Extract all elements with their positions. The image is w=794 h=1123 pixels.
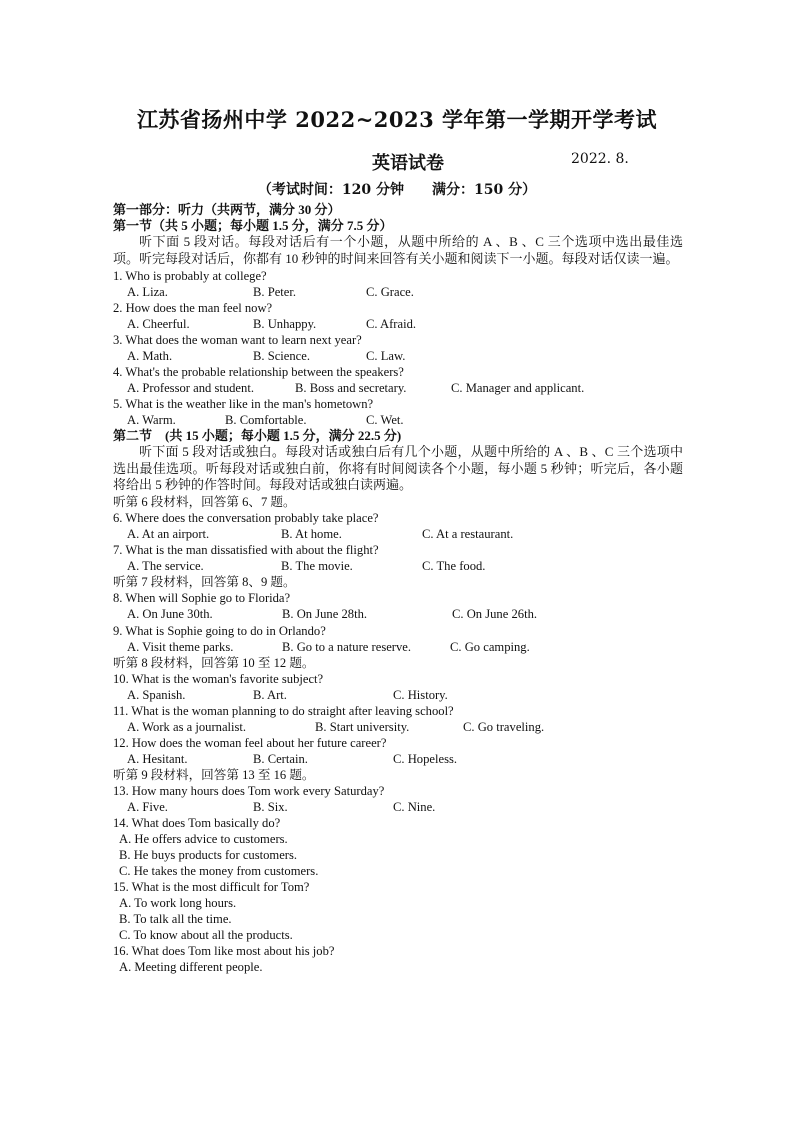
option: A. On June 30th. (127, 607, 213, 622)
option: C. At a restaurant. (422, 527, 514, 542)
question-14: 14. What does Tom basically do? (113, 816, 281, 831)
exam-content (113, 202, 683, 976)
question-6: 6. Where does the conversation probably take place? (113, 511, 379, 526)
option: A. Professor and student. (127, 380, 254, 395)
question-11: 11. What is the woman planning to do straight after leaving school? (113, 703, 454, 718)
option: C. Law. (366, 348, 406, 363)
question-12-options (113, 751, 683, 767)
question-2: 2. How does the man feel now? (113, 300, 273, 315)
option: B. Go to a nature reserve. (282, 639, 412, 654)
question-1-options (113, 284, 683, 300)
material-note-9: 听第 9 段材料，回答第 13 至 16 题。 (113, 767, 315, 782)
exam-date: 2022. 8. (571, 151, 629, 167)
option: B. Start university. (315, 719, 410, 734)
option: B. He buys products for customers. (119, 848, 298, 863)
question-3: 3. What does the woman want to learn next year? (113, 332, 362, 347)
question-4-options (113, 380, 683, 396)
question-4: 4. What's the probable relationship between the speakers? (113, 364, 404, 379)
option: C. He takes the money from customers. (119, 864, 319, 879)
option: A. Hesitant. (127, 751, 188, 766)
question-15: 15. What is the most difficult for Tom? (113, 880, 310, 895)
question-6-options (113, 526, 683, 542)
option: C. Go camping. (450, 639, 530, 654)
option: A. At an airport. (127, 527, 210, 542)
question-10-options (113, 687, 683, 703)
option: B. At home. (281, 527, 342, 542)
question-8-options (113, 606, 683, 622)
option: A. Work as a journalist. (127, 719, 247, 734)
option: A. Meeting different people. (119, 960, 263, 975)
question-11-options (113, 719, 683, 735)
section2-instructions: 听下面 5 段对话或独白。每段对话或独白后有几个小题，从题中所给的 A 、B 、C 三个选项中选出最佳选项。听每段对话或独白前，你将有时间阅读各个小题，每小题 5 秒钟；听完后，各小题将给出 5 秒钟的作答时间。每段对话或独白读两遍。 (113, 444, 683, 493)
option: A. Five. (127, 800, 168, 815)
question-9: 9. What is Sophie going to do in Orlando? (113, 623, 326, 638)
question-9-options (113, 639, 683, 655)
option: A. The service. (127, 559, 204, 574)
question-13-options (113, 799, 683, 815)
question-1: 1. Who is probably at college? (113, 268, 267, 283)
option: C. History. (393, 687, 448, 702)
option: B. Science. (253, 348, 311, 363)
question-5-options (113, 412, 683, 428)
option: B. Certain. (253, 751, 308, 766)
option: A. Visit theme parks. (127, 639, 234, 654)
exam-title: 江苏省扬州中学 2022~2023 学年第一学期开学考试 (136, 107, 658, 132)
question-10: 10. What is the woman's favorite subject? (113, 671, 324, 686)
question-16: 16. What does Tom like most about his job? (113, 944, 335, 959)
option: C. The food. (422, 559, 486, 574)
option: A. Cheerful. (127, 316, 190, 331)
material-note-8: 听第 8 段材料，回答第 10 至 12 题。 (113, 655, 315, 670)
option: A. He offers advice to customers. (119, 832, 288, 847)
material-note-7: 听第 7 段材料，回答第 8、9 题。 (113, 575, 296, 590)
option: C. Go traveling. (463, 719, 545, 734)
option: C. Wet. (366, 412, 404, 427)
option: C. Grace. (366, 284, 414, 299)
option: B. The movie. (281, 559, 353, 574)
section1-heading: 第一节（共 5 小题；每小题 1.5 分，满分 7.5 分） (113, 218, 393, 234)
exam-subtitle: 英语试卷 (372, 153, 444, 174)
option: B. Unhappy. (253, 316, 317, 331)
option: C. Nine. (393, 800, 436, 815)
question-7: 7. What is the man dissatisfied with about the flight? (113, 543, 379, 558)
option: B. Six. (253, 800, 288, 815)
option: B. Art. (253, 687, 287, 702)
question-8: 8. When will Sophie go to Florida? (113, 591, 291, 606)
option: C. To know about all the products. (119, 928, 293, 943)
option: B. On June 28th. (282, 607, 368, 622)
section1-instructions: 听下面 5 段对话。每段对话后有一个小题，从题中所给的 A 、B 、C 三个选项中选出最佳选项。听完每段对话后，你都有 10 秒钟的时间来回答有关小题和阅读下一小题。每段对话仅读一遍。 (113, 234, 683, 266)
question-12: 12. How does the woman feel about her future career? (113, 735, 387, 750)
option: A. Liza. (127, 284, 168, 299)
option: C. Manager and applicant. (451, 380, 585, 395)
part1-heading: 第一部分：听力（共两节，满分 30 分） (113, 202, 341, 217)
option: A. Math. (127, 348, 173, 363)
question-7-options (113, 558, 683, 574)
option: A. Warm. (127, 412, 176, 427)
question-13: 13. How many hours does Tom work every Saturday? (113, 783, 385, 798)
question-5: 5. What is the weather like in the man's hometown? (113, 396, 374, 411)
option: A. Spanish. (127, 687, 186, 702)
option: A. To work long hours. (119, 896, 237, 911)
option: C. Afraid. (366, 316, 417, 331)
question-3-options (113, 348, 683, 364)
section2-heading: 第二节 (共 15 小题；每小题 1.5 分，满分 22.5 分) (113, 427, 402, 443)
material-note-6: 听第 6 段材料，回答第 6、7 题。 (113, 495, 296, 510)
option: B. Peter. (253, 284, 297, 299)
option: B. To talk all the time. (119, 912, 232, 927)
option: B. Boss and secretary. (295, 380, 407, 395)
option: C. On June 26th. (452, 607, 538, 622)
exam-info: （考试时间：120 分钟 满分：150 分） (257, 182, 537, 198)
option: B. Comfortable. (225, 412, 307, 427)
question-2-options (113, 316, 683, 332)
option: C. Hopeless. (393, 751, 458, 766)
